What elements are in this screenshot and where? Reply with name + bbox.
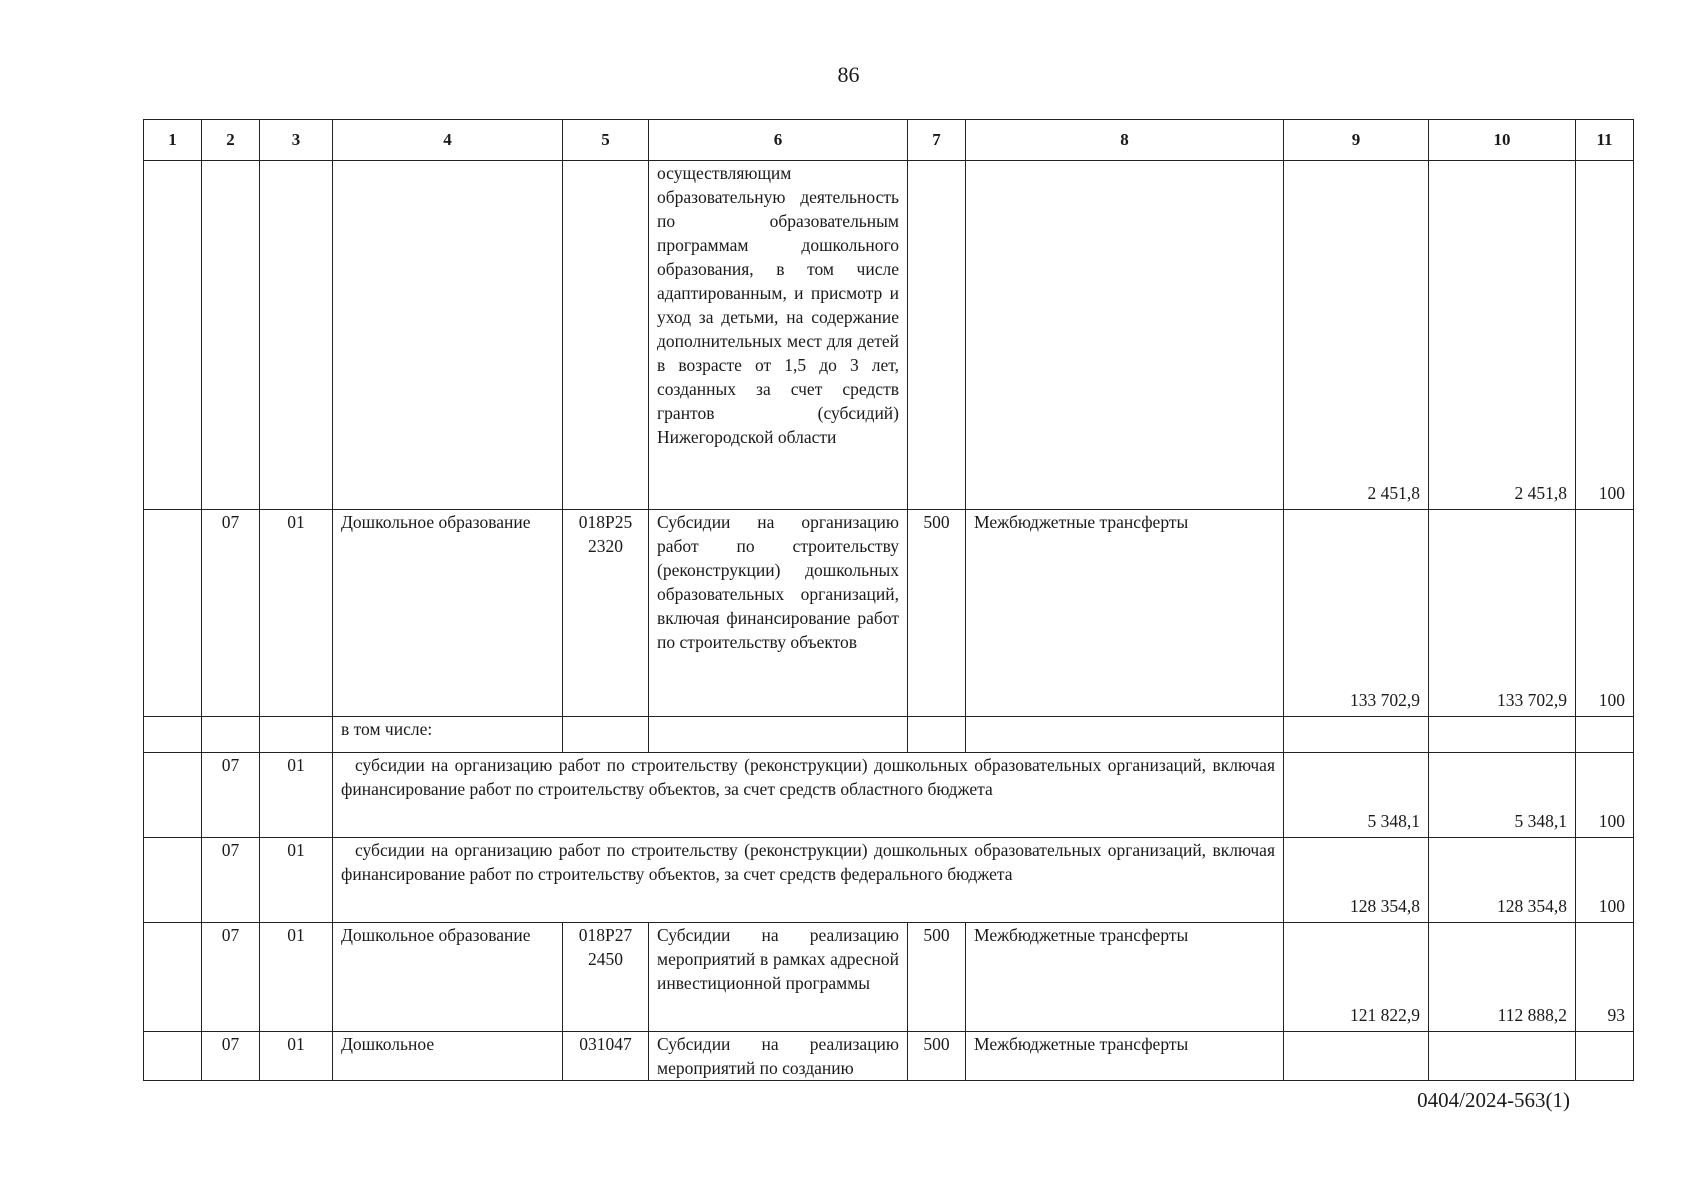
cell-percent: 100: [1576, 161, 1634, 510]
cell-merged-description: субсидии на организацию работ по строительству (реконструкции) дошкольных образовательных организаций, включая финансирование работ по строительству объектов, за счет средств областного бюджета: [333, 753, 1284, 838]
cell-empty: [202, 717, 260, 753]
table-row: [144, 753, 1634, 838]
header-cell: 11: [1576, 120, 1634, 161]
cell-actual: 112 888,2: [1429, 923, 1576, 1032]
header-cell: 6: [649, 120, 908, 161]
cell-description: Субсидии на реализацию мероприятий по созданию: [649, 1032, 908, 1081]
cell-percent: 93: [1576, 923, 1634, 1032]
cell-section: 07: [202, 1032, 260, 1081]
cell-type-name: Межбюджетные трансферты: [966, 510, 1284, 717]
cell-planned: [1284, 1032, 1429, 1081]
cell-type-name: [966, 161, 1284, 510]
header-cell: 5: [563, 120, 649, 161]
cell-type-code: 500: [908, 510, 966, 717]
cell-planned: 133 702,9: [1284, 510, 1429, 717]
cell-description: Субсидии на реализацию мероприятий в рамках адресной инвестиционной программы: [649, 923, 908, 1032]
cell-type-code: [908, 161, 966, 510]
header-cell: 10: [1429, 120, 1576, 161]
cell-subsection: 01: [260, 510, 333, 717]
cell-subsection: 01: [260, 753, 333, 838]
cell-percent: [1576, 1032, 1634, 1081]
table-row: [144, 1032, 1634, 1081]
cell-percent: 100: [1576, 838, 1634, 923]
cell-subsection: [260, 161, 333, 510]
cell-planned: 2 451,8: [1284, 161, 1429, 510]
table-row: [144, 923, 1634, 1032]
header-cell: 2: [202, 120, 260, 161]
header-row: [144, 120, 1634, 161]
table-row: [144, 838, 1634, 923]
cell-empty: [144, 510, 202, 717]
cell-type-code: 500: [908, 1032, 966, 1081]
cell-actual: [1429, 1032, 1576, 1081]
cell-empty: [144, 923, 202, 1032]
cell-section: [202, 161, 260, 510]
cell-empty: [1429, 717, 1576, 753]
cell-section: 07: [202, 923, 260, 1032]
cell-subsection: 01: [260, 923, 333, 1032]
cell-planned: 128 354,8: [1284, 838, 1429, 923]
cell-section: 07: [202, 753, 260, 838]
cell-percent: 100: [1576, 753, 1634, 838]
cell-merged-description: субсидии на организацию работ по строительству (реконструкции) дошкольных образовательных организаций, включая финансирование работ по строительству объектов, за счет средств федерального бюджета: [333, 838, 1284, 923]
cell-empty: [260, 717, 333, 753]
page-number: 86: [837, 62, 860, 87]
cell-empty: [563, 717, 649, 753]
cell-including-label: в том числе:: [333, 717, 563, 753]
cell-empty: [908, 717, 966, 753]
cell-empty: [1576, 717, 1634, 753]
cell-percent: 100: [1576, 510, 1634, 717]
cell-description: Субсидии на организацию работ по строительству (реконструкции) дошкольных образовательных организаций, включая финансирование работ по строительству объектов: [649, 510, 908, 717]
cell-type-name: Межбюджетные трансферты: [966, 1032, 1284, 1081]
cell-code: [563, 161, 649, 510]
cell-empty: [649, 717, 908, 753]
cell-type-name: Межбюджетные трансферты: [966, 923, 1284, 1032]
document-code: 0404/2024-563(1): [1417, 1088, 1570, 1112]
cell-description: осуществляющим образовательную деятельность по образовательным программам дошкольного образования, в том числе адаптированным, и присмотр и уход за детьми, на содержание дополнительных мест для детей в возрасте от 1,5 до 3 лет, созданных за счет средств грантов (субсидий) Нижегородской области: [649, 161, 908, 510]
cell-planned: 5 348,1: [1284, 753, 1429, 838]
cell-code: 018Р27 2450: [563, 923, 649, 1032]
cell-empty: [1284, 717, 1429, 753]
cell-section: 07: [202, 838, 260, 923]
cell-code: 031047: [563, 1032, 649, 1081]
cell-name: Дошкольное образование: [333, 510, 563, 717]
cell-name: Дошкольное образование: [333, 923, 563, 1032]
cell-actual: 5 348,1: [1429, 753, 1576, 838]
cell-actual: 128 354,8: [1429, 838, 1576, 923]
cell-actual: 2 451,8: [1429, 161, 1576, 510]
cell-type-code: 500: [908, 923, 966, 1032]
cell-planned: 121 822,9: [1284, 923, 1429, 1032]
cell-code: 018Р25 2320: [563, 510, 649, 717]
header-cell: 1: [144, 120, 202, 161]
cell-subsection: 01: [260, 1032, 333, 1081]
cell-empty: [966, 717, 1284, 753]
cell-subsection: 01: [260, 838, 333, 923]
header-cell: 8: [966, 120, 1284, 161]
cell-actual: 133 702,9: [1429, 510, 1576, 717]
cell-empty: [144, 753, 202, 838]
cell-empty: [144, 838, 202, 923]
budget-table: [143, 119, 1634, 1081]
cell-name: [333, 161, 563, 510]
table-row: [144, 510, 1634, 717]
cell-empty: [144, 1032, 202, 1081]
header-cell: 7: [908, 120, 966, 161]
cell-empty: [144, 161, 202, 510]
cell-name: Дошкольное: [333, 1032, 563, 1081]
table-row: [144, 161, 1634, 510]
header-cell: 3: [260, 120, 333, 161]
cell-section: 07: [202, 510, 260, 717]
cell-empty: [144, 717, 202, 753]
table-row: [144, 717, 1634, 753]
header-cell: 4: [333, 120, 563, 161]
header-cell: 9: [1284, 120, 1429, 161]
